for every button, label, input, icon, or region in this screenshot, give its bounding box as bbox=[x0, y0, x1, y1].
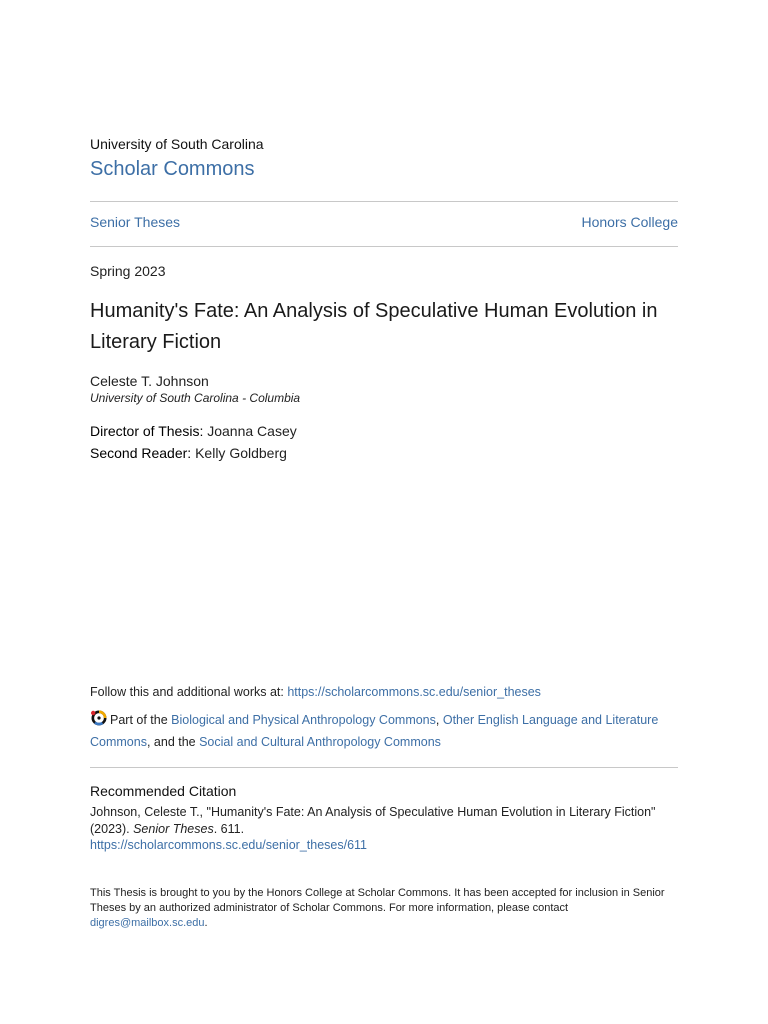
honors-college-link[interactable]: Honors College bbox=[581, 214, 678, 230]
partof-prefix: Part of the bbox=[110, 713, 172, 727]
citation-divider bbox=[90, 767, 678, 768]
network-icon bbox=[90, 709, 108, 727]
publication-date: Spring 2023 bbox=[90, 263, 166, 279]
citation-series: Senior Theses bbox=[133, 822, 214, 836]
reader-label: Second Reader: bbox=[90, 445, 192, 461]
institution-name: University of South Carolina bbox=[90, 136, 264, 152]
partof-sep1: , bbox=[435, 713, 443, 727]
follow-url-link[interactable]: https://scholarcommons.sc.edu/senior_theses bbox=[287, 685, 541, 699]
second-reader bbox=[90, 445, 287, 461]
nav-divider bbox=[90, 246, 678, 247]
thesis-title: Humanity's Fate: An Analysis of Speculative Human Evolution in Literary Fiction bbox=[90, 300, 658, 353]
contact-email-link[interactable]: digres@mailbox.sc.edu bbox=[90, 917, 205, 929]
citation-main: Johnson, Celeste T., "Humanity's Fate: An Analysis of Speculative Human Evolution in Literary Fiction" (2023). bbox=[90, 805, 656, 836]
repository-link[interactable]: Scholar Commons bbox=[90, 158, 255, 180]
bio-anthro-commons-link[interactable]: Biological and Physical Anthropology Commons bbox=[171, 713, 436, 727]
collection-nav bbox=[90, 214, 678, 230]
author-name: Celeste T. Johnson bbox=[90, 373, 209, 389]
citation-url-link[interactable]: https://scholarcommons.sc.edu/senior_theses/611 bbox=[90, 838, 367, 852]
follow-line bbox=[90, 685, 678, 699]
footer-text: This Thesis is brought to you by the Honors College at Scholar Commons. It has been accepted for inclusion in Senior Theses by an authorized administrator of Scholar Commons. For more information, please contact bbox=[90, 887, 665, 914]
director-name: Joanna Casey bbox=[207, 423, 297, 439]
footer-notice bbox=[90, 886, 678, 931]
senior-theses-link[interactable]: Senior Theses bbox=[90, 214, 181, 230]
citation-text bbox=[90, 804, 678, 838]
reader-name: Kelly Goldberg bbox=[195, 445, 287, 461]
part-of-commons bbox=[90, 709, 678, 753]
social-anthro-commons-link[interactable]: Social and Cultural Anthropology Commons bbox=[199, 735, 441, 749]
citation-number: . 611. bbox=[213, 822, 245, 836]
citation-heading: Recommended Citation bbox=[90, 783, 237, 799]
director-label: Director of Thesis: bbox=[90, 423, 204, 439]
english-lit-commons-link[interactable]: Other English Language and Literature Commons bbox=[90, 713, 659, 749]
thesis-director bbox=[90, 423, 297, 439]
footer-end: . bbox=[204, 917, 208, 929]
top-divider bbox=[90, 201, 678, 202]
follow-text: Follow this and additional works at: bbox=[90, 685, 288, 699]
partof-sep2: , and the bbox=[146, 735, 200, 749]
author-affiliation: University of South Carolina - Columbia bbox=[90, 391, 301, 405]
